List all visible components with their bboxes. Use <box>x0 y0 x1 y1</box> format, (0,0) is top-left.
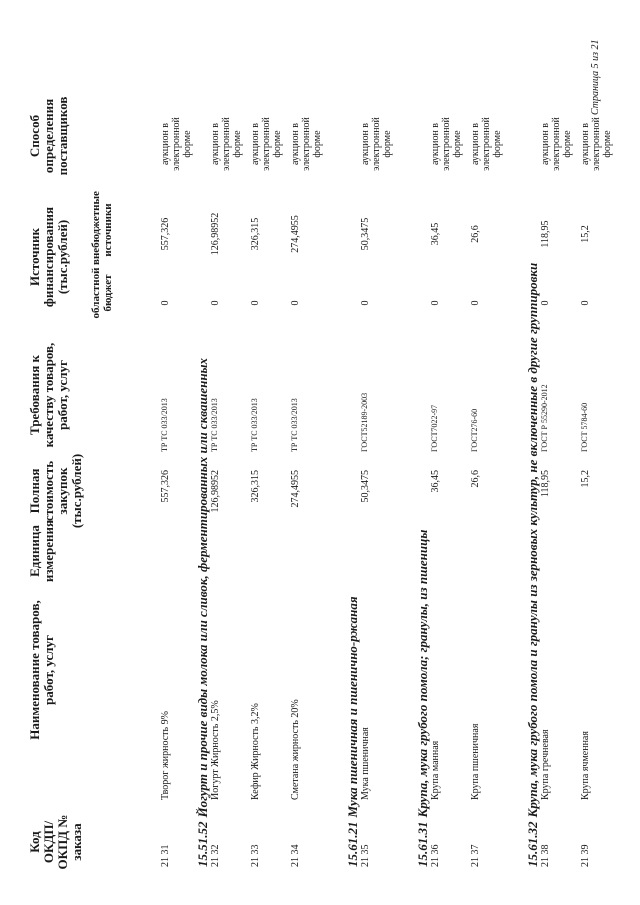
group-heading <box>416 530 430 867</box>
group-title: Йогурт и прочие виды молока или сливок, ферментированных или сквашенных <box>195 357 210 818</box>
header-name: Наименование товаров, работ, услуг <box>27 600 56 740</box>
group-heading <box>346 596 360 867</box>
cell-name: Крупа гречневая <box>540 729 551 800</box>
cell-code: 21 34 <box>290 844 301 867</box>
cell-method: аукцион в электронной форме <box>580 117 613 171</box>
cell-ext: 118,95 <box>540 220 551 248</box>
table-row <box>470 0 530 905</box>
cell-code: 21 31 <box>160 844 171 867</box>
cell-ext: 274,4955 <box>290 215 301 253</box>
cell-req: ГОСТ Р 55290-2012 <box>540 384 549 452</box>
group-title: Мука пшеничная и пшенично-ржаная <box>345 596 360 818</box>
header-regional: областной бюджет <box>90 267 114 319</box>
cell-code: 21 39 <box>580 844 591 867</box>
header-requirements: Требования к качеству товаров, работ, услуг <box>27 342 70 448</box>
cell-code: 21 33 <box>250 844 261 867</box>
cell-full: 126,98952 <box>210 470 221 513</box>
cell-method: аукцион в электронной форме <box>540 117 573 171</box>
cell-reg: 0 <box>160 300 171 306</box>
cell-code: 21 35 <box>360 844 371 867</box>
cell-ext: 26,6 <box>470 225 481 243</box>
cell-req: ГОСТ 5784-60 <box>580 402 589 452</box>
cell-ext: 50,3475 <box>360 217 371 251</box>
cell-method: аукцион в электронной форме <box>290 117 323 171</box>
cell-full: 557,326 <box>160 470 171 503</box>
cell-reg: 0 <box>470 300 481 306</box>
cell-name: Мука пшеничная <box>360 727 371 800</box>
cell-reg: 0 <box>360 300 371 306</box>
cell-ext: 36,45 <box>430 222 441 246</box>
header-source: Источник финансирования (тыс.рублей) <box>27 206 70 308</box>
header-unit: Единица измерения <box>27 519 56 583</box>
cell-req: ТР ТС 033/2013 <box>160 398 169 452</box>
cell-reg: 0 <box>540 300 551 306</box>
cell-ext: 557,326 <box>160 217 171 251</box>
cell-reg: 0 <box>210 300 221 306</box>
cell-code: 21 38 <box>540 844 551 867</box>
page-footer: Страница 5 из 21 <box>590 39 601 115</box>
cell-full: 36,45 <box>430 470 441 493</box>
cell-reg: 0 <box>580 300 591 306</box>
cell-name: Йогурт Жирность 2,5% <box>210 700 221 800</box>
cell-req: ГОСТ276-60 <box>470 408 479 452</box>
cell-code: 21 32 <box>210 844 221 867</box>
group-code: 15.61.32 <box>525 821 540 867</box>
cell-ext: 326,315 <box>250 217 261 251</box>
cell-full: 118,95 <box>540 470 551 498</box>
cell-full: 15,2 <box>580 470 591 488</box>
cell-ext: 15,2 <box>580 225 591 243</box>
header-code: Код ОКДП/ ОКПД № заказа <box>27 814 84 870</box>
cell-name: Крупа манная <box>430 740 441 800</box>
cell-name: Сметана жирность 20% <box>290 699 301 800</box>
cell-req: ТР ТС 033/2013 <box>210 398 219 452</box>
group-heading <box>196 358 210 867</box>
cell-req: ГОСТ7022-97 <box>430 404 439 452</box>
cell-name: Творог жирность 9% <box>160 711 171 800</box>
cell-reg: 0 <box>250 300 261 306</box>
cell-req: ТР ТС 033/2013 <box>250 398 259 452</box>
cell-reg: 0 <box>430 300 441 306</box>
cell-full: 326,315 <box>250 470 261 503</box>
table-row <box>360 0 420 905</box>
table-row <box>580 0 640 905</box>
table-row <box>290 0 350 905</box>
cell-name: Крупа пшеничная <box>470 723 481 800</box>
cell-full: 26,6 <box>470 470 481 488</box>
cell-req: ГОСТ52189-2003 <box>360 392 369 452</box>
cell-method: аукцион в электронной форме <box>250 117 283 171</box>
cell-name: Крупа ячменная <box>580 731 591 800</box>
cell-code: 21 37 <box>470 844 481 867</box>
group-title: Крупа, мука грубого помола; гранулы, из пшеницы <box>415 529 430 818</box>
header-method: Способ определения поставщиков <box>27 96 70 176</box>
header-full-cost: Полная стоимость закупок (тыс.рублей) <box>27 453 84 529</box>
cell-name: Кефир Жирность 3,2% <box>250 703 261 800</box>
cell-req: ТР ТС 033/2013 <box>290 398 299 452</box>
group-title: Крупа, мука грубого помола и гранулы из зерновых культур, не включенные в другие группировки <box>525 262 540 818</box>
cell-full: 274,4955 <box>290 470 301 508</box>
cell-method: аукцион в электронной форме <box>430 117 463 171</box>
cell-method: аукцион в электронной форме <box>360 117 393 171</box>
cell-method: аукцион в электронной форме <box>160 117 193 171</box>
cell-reg: 0 <box>290 300 301 306</box>
group-code: 15.61.21 <box>345 821 360 867</box>
group-code: 15.51.52 <box>195 821 210 867</box>
cell-code: 21 36 <box>430 844 441 867</box>
cell-ext: 126,98952 <box>210 212 221 256</box>
header-extrabudget: внебюджетные источники <box>90 191 114 265</box>
group-heading <box>526 263 540 867</box>
group-code: 15.61.31 <box>415 821 430 867</box>
cell-full: 50,3475 <box>360 470 371 503</box>
cell-method: аукцион в электронной форме <box>470 117 503 171</box>
cell-method: аукцион в электронной форме <box>210 117 243 171</box>
